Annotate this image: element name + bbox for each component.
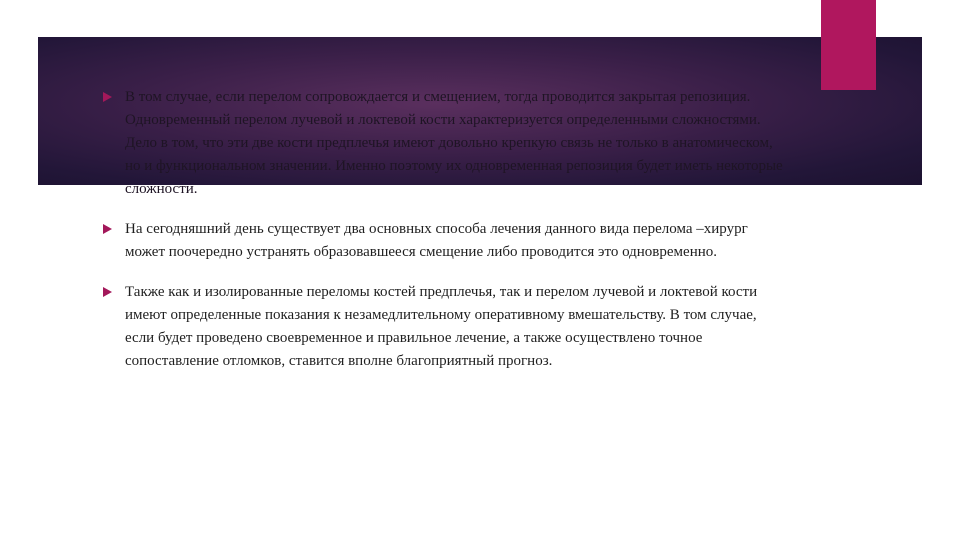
bullet-item-1	[103, 86, 783, 201]
bullet-item-3	[103, 281, 783, 373]
bullet-text: Также как и изолированные переломы костей предплечья, так и перелом лучевой и локтевой кости имеют определенные показания к незамедлительному оперативному вмешательству. В том случае, если будет проведено своевременное и правильное лечение, а также осуществлено точное сопоставление отломков, ставится вполне благоприятный прогноз.	[125, 284, 758, 369]
bullet-text: В том случае, если перелом сопровождается и смещением, тогда проводится закрытая репозиция. Одновременный перелом лучевой и локтевой кости характеризуется определенными сложностями. Дело в том, что эти две кости предплечья имеют довольно крепкую связь не только в анатомическом, но и функциональном значении. Именно поэтому их одновременная репозиция будет иметь некоторые сложности.	[125, 89, 783, 197]
triangle-right-icon	[103, 287, 112, 297]
bullet-item-2	[103, 218, 783, 264]
triangle-right-icon	[103, 92, 112, 102]
accent-bar	[821, 0, 876, 90]
bullet-text: На сегодняшний день существует два основных способа лечения данного вида перелома –хирург может поочередно устранять образовавшееся смещение либо проводится это одновременно.	[125, 221, 748, 260]
slide-content	[103, 86, 783, 390]
triangle-right-icon	[103, 224, 112, 234]
